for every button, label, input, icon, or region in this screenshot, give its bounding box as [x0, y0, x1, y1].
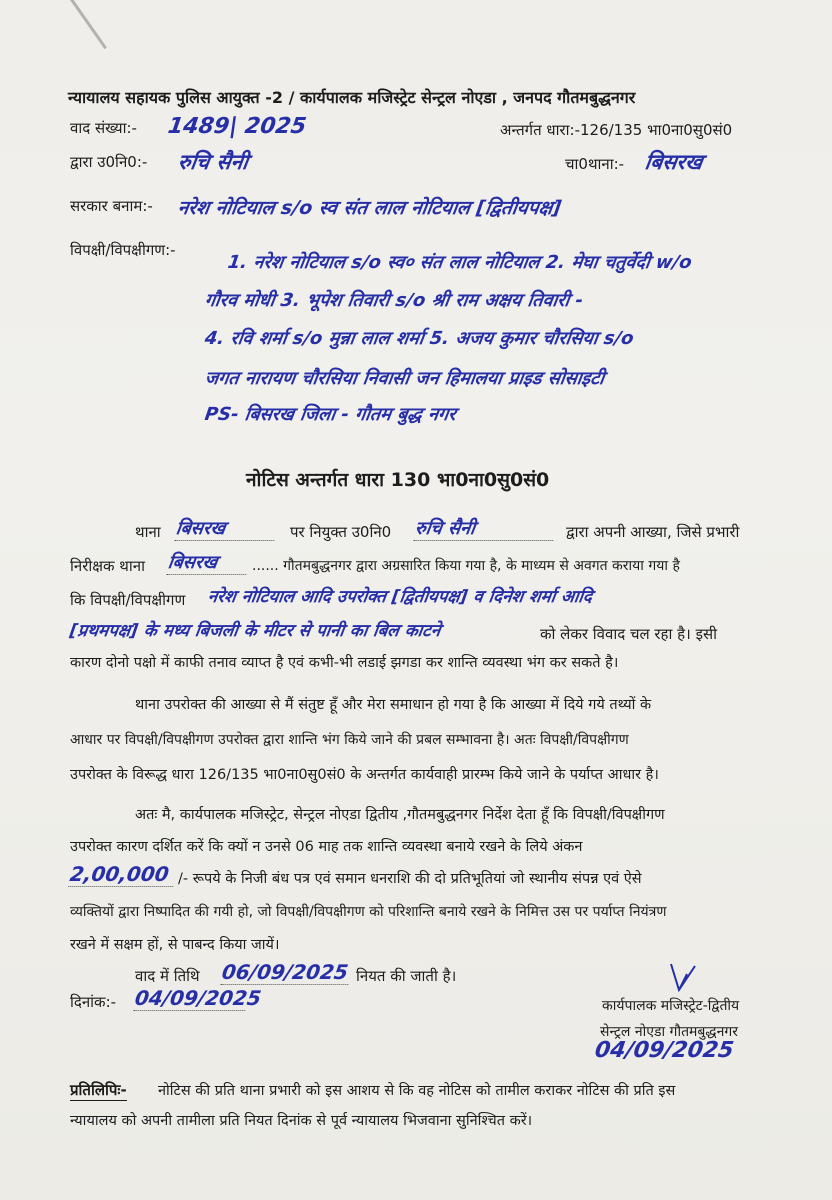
opposite-label: विपक्षी/विपक्षीगण:-: [70, 241, 176, 259]
para3-line: उपरोक्त कारण दर्शित करें कि क्यों न उनसे 06 माह तक शान्ति व्यवस्था बनाये रखने के लिये अंकन: [70, 839, 583, 855]
signature-line1: कार्यपालक मजिस्ट्रेट-द्वितीय: [602, 998, 740, 1014]
case-no-value: 1489| 2025: [166, 114, 308, 139]
govt-vs-value: नरेश नोटियाल s/o स्व संत लाल नोटियाल [द्वितीयपक्ष]: [176, 197, 563, 219]
police-station-value: बिसरख: [643, 150, 705, 174]
date-value: 04/09/2025: [133, 986, 263, 1010]
para1-text: ...... गौतमबुद्धनगर द्वारा अग्रसारित किया गया है, के माध्यम से अवगत कराया गया है: [252, 558, 680, 574]
para1-text: थाना: [135, 523, 161, 541]
hearing-date: 06/09/2025: [220, 960, 352, 985]
opposite-party-line: जगत नारायण चौरसिया निवासी जन हिमालया प्राइड सोसाइटी: [203, 368, 606, 389]
signature-date: 04/09/2025: [593, 1038, 736, 1063]
para3-line: अतः मै, कार्यपालक मजिस्ट्रेट, सेन्ट्रल नोएडा द्वितीय ,गौतमबुद्धनगर निर्देश देता हूँ कि विपक्षी/विपक्षीगण: [135, 807, 665, 823]
section-label: अन्तर्गत धारा:-126/135 भा0ना0सु0सं0: [500, 121, 733, 139]
hearing-prefix: वाद में तिथि: [135, 967, 200, 985]
para1-si: रुचि सैनी: [413, 516, 557, 541]
para3-line: रखने में सक्षम हों, से पाबन्द किया जायें।: [70, 937, 280, 953]
case-no-label: वाद संख्या:-: [70, 119, 137, 137]
para1-text: कारण दोनो पक्षो में काफी तनाव व्याप्त है एवं कभी-भी लडाई झगडा कर शान्ति व्यवस्था भंग कर सकते है।: [70, 655, 619, 671]
police-station-label: चा0थाना:-: [565, 155, 625, 173]
opposite-party-line: 4. रवि शर्मा s/o मुन्ना लाल शर्मा 5. अजय कुमार चौरसिया s/o: [203, 328, 636, 349]
signature-mark: [665, 960, 705, 1000]
para2-line: उपरोक्त के विरूद्ध धारा 126/135 भा0ना0सु0सं0 के अन्तर्गत कार्यवाही प्रारम्भ किये जाने के पर्याप्त आधार है।: [70, 767, 659, 783]
opposite-party-line: 1. नरेश नोटियाल s/o स्व० संत लाल नोटियाल 2. मेघा चतुर्वेदी w/o: [226, 252, 694, 273]
para1-parties: [प्रथमपक्ष] के मध्य बिजली के मीटर से पानी का बिल काटने: [68, 621, 442, 641]
copy-line1: नोटिस की प्रति थाना प्रभारी को इस आशय से कि वह नोटिस को तामील कराकर नोटिस की प्रति इस: [158, 1083, 676, 1099]
court-title: न्यायालय सहायक पुलिस आयुक्त -2 / कार्यपालक मजिस्ट्रेट सेन्ट्रल नोएडा , जनपद गौतमबुद्धनगर: [68, 88, 636, 107]
para1-parties: नरेश नोटियाल आदि उपरोक्त [द्वितीयपक्ष] व दिनेश शर्मा आदि: [206, 587, 594, 607]
para1-station2: बिसरख: [166, 550, 250, 575]
by-si-label: द्वारा उ0नि0:-: [70, 153, 148, 171]
by-si-value: रुचि सैनी: [176, 150, 250, 174]
hearing-suffix: नियत की जाती है।: [356, 967, 457, 985]
signature-line2: सेन्ट्रल नोएडा गौतमबुद्धनगर: [600, 1024, 738, 1040]
copy-label: प्रतिलिपिः-: [70, 1081, 127, 1099]
para3-line: /- रूपये के निजी बंध पत्र एवं समान धनराशि की दो प्रतिभूतियां जो स्थानीय संपन्न एवं ऐसे: [178, 871, 642, 887]
para2-line: थाना उपरोक्त की आख्या से मैं संतुष्ट हूँ और मेरा समाधान हो गया है कि आख्या में दिये गये तथ्यों के: [135, 697, 652, 713]
para1-text: द्वारा अपनी आख्या, जिसे प्रभारी: [566, 523, 740, 541]
paper-crease: [70, 0, 107, 49]
para1-text: कि विपक्षी/विपक्षीगण: [70, 591, 186, 609]
govt-vs-label: सरकार बनाम:-: [70, 197, 153, 215]
opposite-party-line: गौरव मोधी 3. भूपेश तिवारी s/o श्री राम अक्षय तिवारी -: [203, 290, 585, 311]
para1-text: पर नियुक्त उ0नि0: [290, 523, 392, 541]
para2-line: आधार पर विपक्षी/विपक्षीगण उपरोक्त द्वारा शान्ति भंग किये जाने की प्रबल सम्भावना है। अतः विपक्षी/विपक्षीगण: [70, 732, 629, 748]
opposite-party-line: PS- बिसरख जिला - गौतम बुद्ध नगर: [203, 404, 458, 425]
bond-amount: 2,00,000: [68, 862, 177, 887]
notice-title: नोटिस अन्तर्गत धारा 130 भा0ना0सु0सं0: [246, 469, 550, 491]
para1-text: को लेकर विवाद चल रहा है। इसी: [540, 625, 717, 643]
para3-line: व्यक्तियों द्वारा निष्पादित की गयी हो, जो विपक्षी/विपक्षीगण को परिशान्ति बनाये रखने के निमित्त उस पर पर्याप्त नियंत्रण: [70, 904, 667, 920]
date-label: दिनांक:-: [70, 993, 117, 1011]
para1-station: बिसरख: [174, 516, 278, 541]
para1-text: निरीक्षक थाना: [70, 557, 145, 575]
copy-line2: न्यायालय को अपनी तामीला प्रति नियत दिनांक से पूर्व न्यायालय भिजवाना सुनिश्चित करें।: [70, 1113, 533, 1129]
